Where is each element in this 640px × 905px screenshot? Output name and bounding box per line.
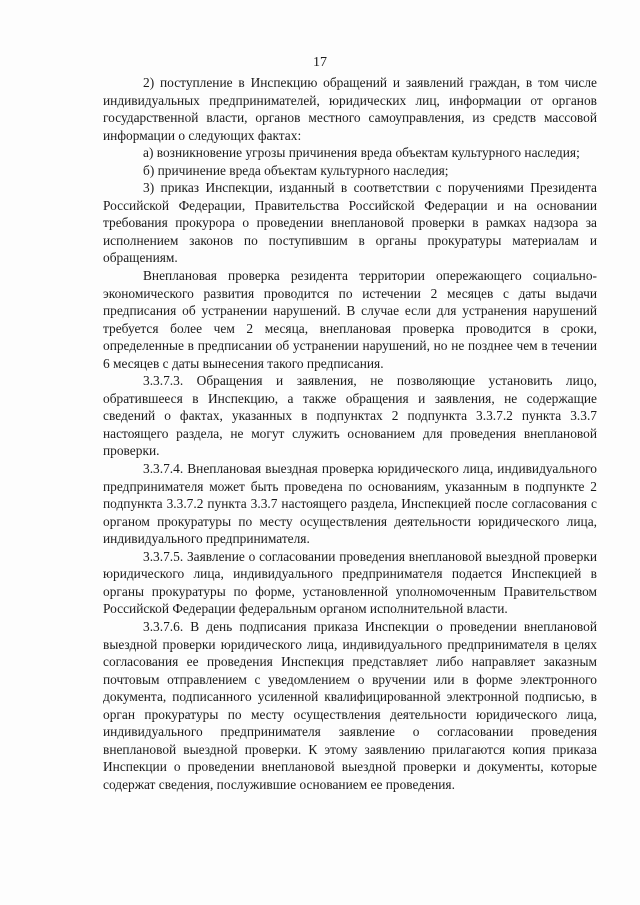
paragraph-item-b-harm: б) причинение вреда объектам культурного наследия; bbox=[143, 162, 449, 178]
paragraph-3-3-7-3: 3.3.7.3. Обращения и заявления, не позволяющие установить лицо, обратившееся в Инспекцию, а также обращения и заявления, не содержащие сведений о фактах, указанных в подпунктах 2 подпункта 3.3.7.2 пункта 3.3.7 настоящего раздела, не могут служить основанием для проведения внеплановой проверки. bbox=[103, 373, 597, 459]
page-number: 17 bbox=[313, 55, 327, 70]
paragraph-item-3-order: 3) приказ Инспекции, изданный в соответствии с поручениями Президента Российской Федерации, Правительства Российской Федерации и на основании требования прокурора о проведении внеплановой проверки в рамках надзора за исполнением законов по поступившим в органы прокуратуры материалам и обращениям. bbox=[103, 180, 597, 266]
paragraph-item-a-threat: а) возникновение угрозы причинения вреда объектам культурного наследия; bbox=[143, 145, 580, 161]
paragraph-item-2-appeals: 2) поступление в Инспекцию обращений и заявлений граждан, в том числе индивидуальных предпринимателей, юридических лиц, информации от органов государственной власти, органов местного самоуправления, из средств массовой информации о следующих фактах: bbox=[103, 75, 597, 143]
document-body bbox=[103, 74, 597, 793]
paragraph-resident-inspection: Внеплановая проверка резидента территории опережающего социально-экономического развития проводится по истечении 2 месяцев с даты выдачи предписания об устранении нарушений. В случае если для устранения нарушений требуется более чем 2 месяца, внеплановая проверка проводится в сроки, определенные в предписании об устранении нарушений, но не позднее чем в течении 6 месяцев с даты вынесения такого предписания. bbox=[103, 268, 597, 371]
paragraph-3-3-7-4: 3.3.7.4. Внеплановая выездная проверка юридического лица, индивидуального предпринимателя может быть проведена по основаниям, указанным в подпункте 2 подпункта 3.3.7.2 пункта 3.3.7 настоящего раздела, Инспекцией после согласования с органом прокуратуры по месту осуществления деятельности юридического лица, индивидуального предпринимателя. bbox=[103, 461, 597, 547]
paragraph-3-3-7-5: 3.3.7.5. Заявление о согласовании проведения внеплановой выездной проверки юридического лица, индивидуального предпринимателя подается Инспекцией в органы прокуратуры по форме, установленной уполномоченным Правительством Российской Федерации федеральным органом исполнительной власти. bbox=[103, 548, 597, 617]
paragraph-3-3-7-6: 3.3.7.6. В день подписания приказа Инспекции о проведении внеплановой выездной проверки юридического лица, индивидуального предпринимателя в целях согласования ее проведения Инспекция представляет либо направляет заказным почтовым отправлением с уведомлением о вручении или в форме электронного документа, подписанного усиленной квалифицированной электронной подписью, в орган прокуратуры по месту осуществления деятельности юридического лица, индивидуального предпринимателя заявление о согласовании проведения внеплановой выездной проверки. К этому заявлению прилагаются копия приказа Инспекции о проведении внеплановой выездной проверки и документы, которые содержат сведения, послужившие основанием ее проведения. bbox=[103, 618, 597, 792]
